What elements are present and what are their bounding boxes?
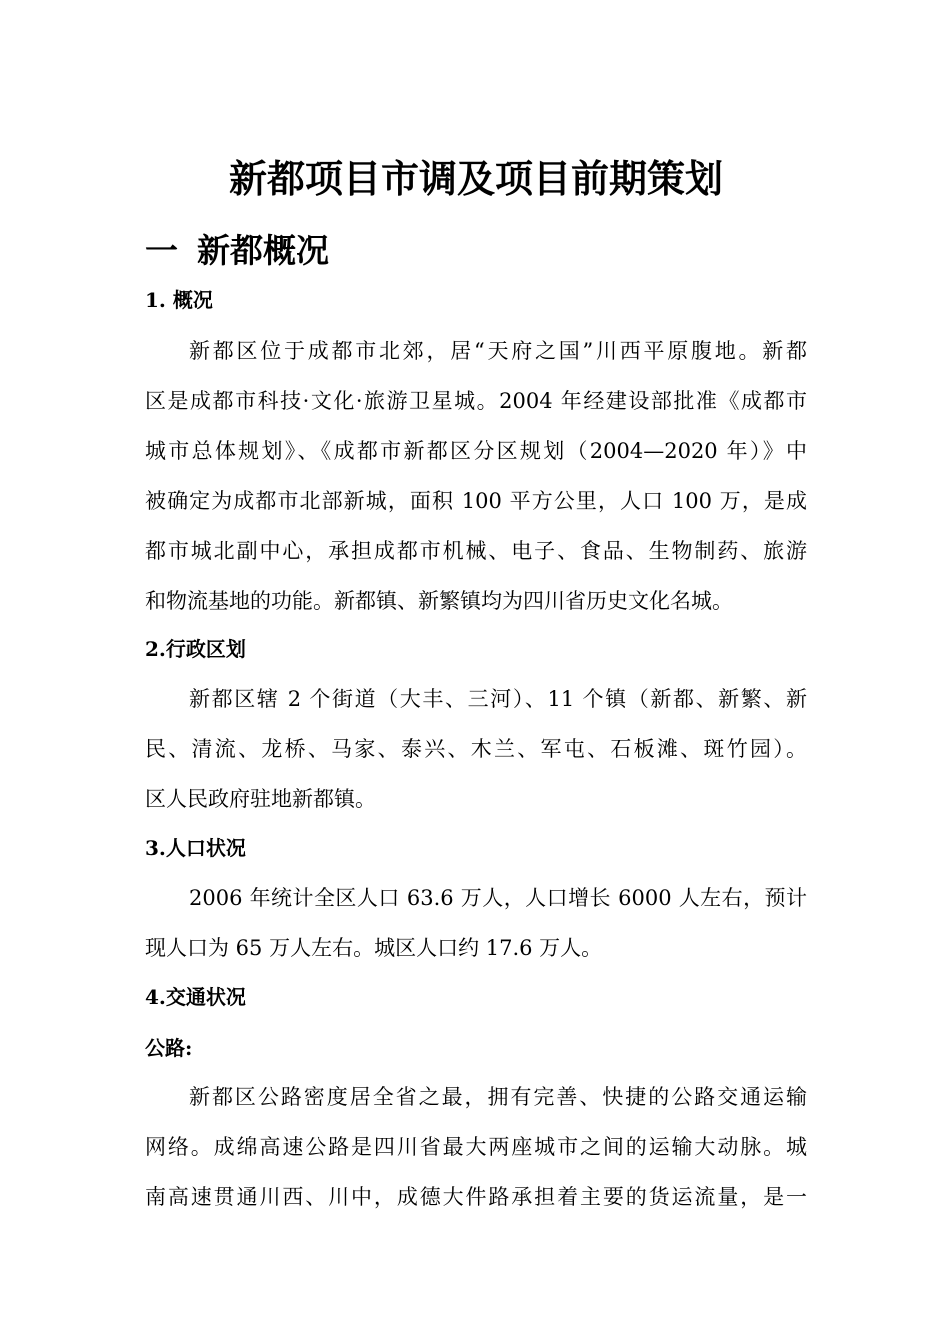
subsection-subheading-road: 公路: — [145, 1036, 193, 1060]
subsection-heading-overview: 1. 概况 — [145, 288, 213, 312]
subsection-heading-population: 3.人口状况 — [145, 836, 246, 860]
document-title: 新都项目市调及项目前期策划 — [228, 156, 723, 202]
subsection-heading-transport: 4.交通状况 — [145, 985, 246, 1009]
paragraph-population — [145, 873, 807, 973]
section-number: 一 — [145, 231, 178, 270]
paragraph-line: 现人口为 65 万人左右。城区人口约 17.6 万人。 — [145, 936, 603, 960]
paragraph-line: 新都区位于成都市北郊，居“天府之国”川西平原腹地。新都 — [189, 339, 807, 363]
paragraph-road — [145, 1072, 807, 1222]
document-page — [145, 0, 807, 1344]
paragraph-line: 南高速贯通川西、川中，成德大件路承担着主要的货运流量，是一 — [145, 1185, 807, 1209]
paragraph-overview — [145, 326, 807, 626]
paragraph-line: 民、清流、龙桥、马家、泰兴、木兰、军屯、石板滩、斑竹园）。 — [145, 737, 807, 761]
paragraph-line: 新都区辖 2 个街道（大丰、三河）、11 个镇（新都、新繁、新 — [189, 687, 807, 711]
paragraph-line: 城市总体规划》、《成都市新都区分区规划（2004—2020 年）》中 — [145, 439, 807, 463]
subsection-heading-administrative: 2.行政区划 — [145, 637, 246, 661]
paragraph-line: 新都区公路密度居全省之最，拥有完善、快捷的公路交通运输 — [189, 1085, 807, 1109]
section-title: 新都概况 — [197, 231, 329, 270]
paragraph-administrative — [145, 674, 807, 824]
paragraph-line: 网络。成绵高速公路是四川省最大两座城市之间的运输大动脉。城 — [145, 1135, 807, 1159]
paragraph-line: 区是成都市科技·文化·旅游卫星城。2004 年经建设部批准《成都市 — [145, 389, 807, 413]
paragraph-line: 和物流基地的功能。新都镇、新繁镇均为四川省历史文化名城。 — [145, 589, 733, 613]
paragraph-line: 被确定为成都市北部新城，面积 100 平方公里，人口 100 万，是成 — [145, 489, 807, 513]
section-heading — [145, 228, 329, 274]
paragraph-line: 都市城北副中心，承担成都市机械、电子、食品、生物制药、旅游 — [145, 539, 807, 563]
paragraph-line: 区人民政府驻地新都镇。 — [145, 787, 376, 811]
paragraph-line: 2006 年统计全区人口 63.6 万人，人口增长 6000 人左右，预计 — [189, 886, 807, 910]
